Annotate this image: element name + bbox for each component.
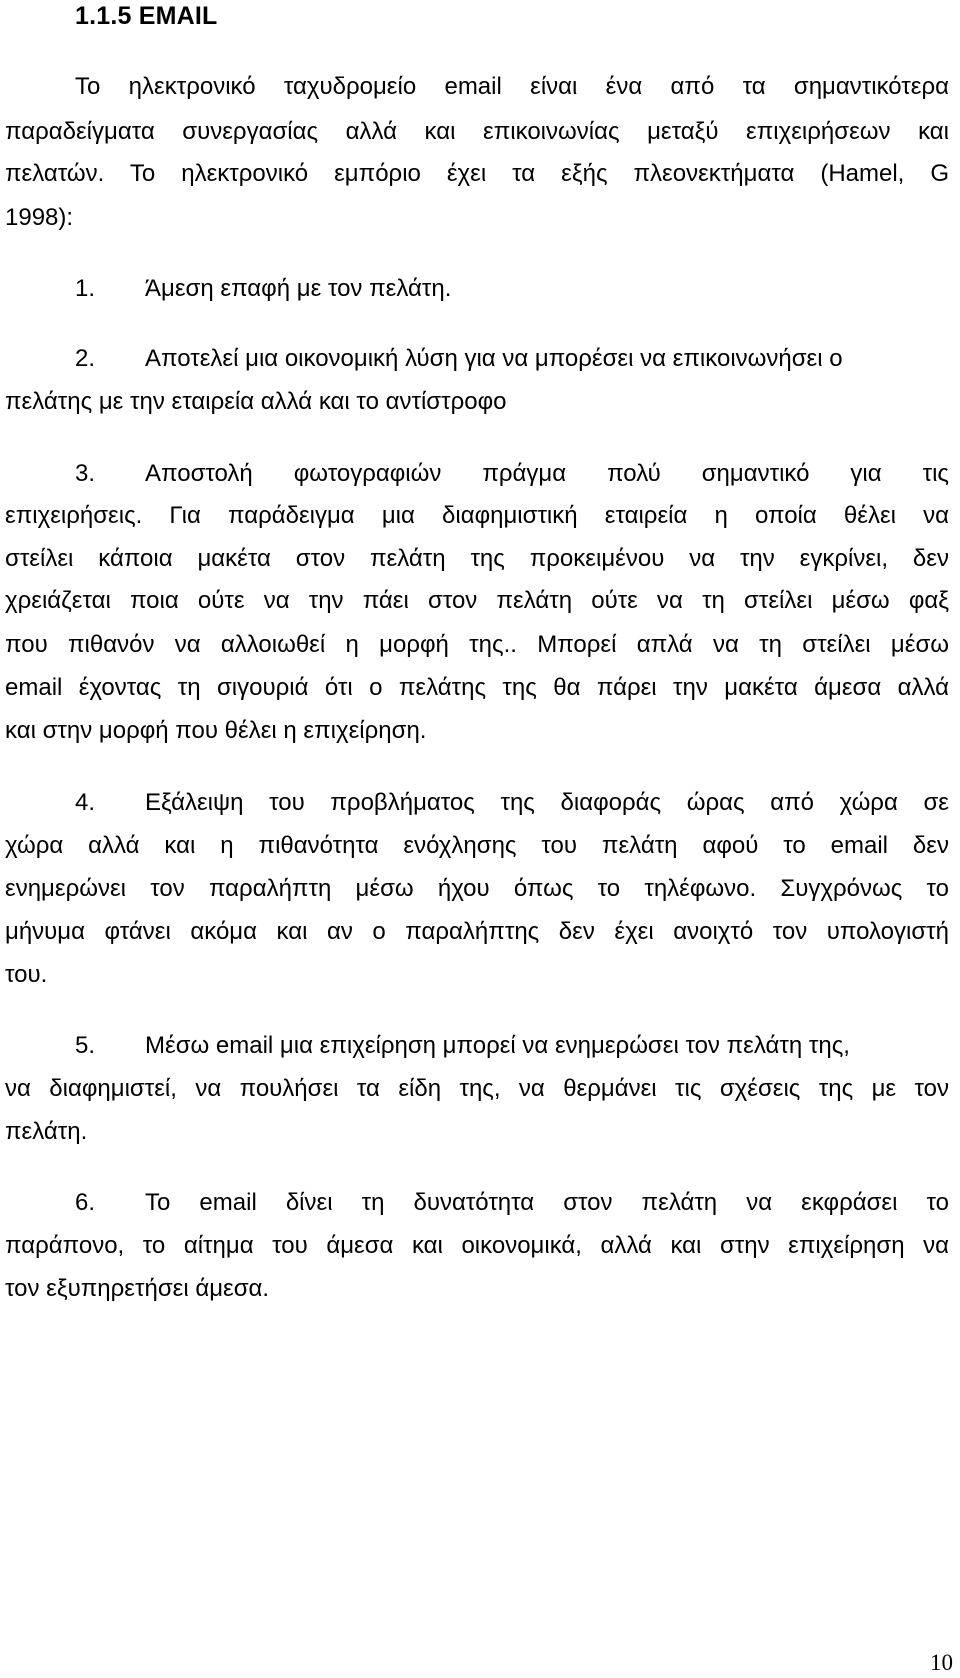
- list-item-number: 1.: [75, 275, 96, 302]
- list-item-3-line-2: επιχειρήσεις. Για παράδειγμα μια διαφημιστική εταιρεία η οποία θέλει να: [5, 502, 949, 529]
- list-item-6-line-3: τον εξυπηρετήσει άμεσα.: [5, 1275, 270, 1302]
- list-item-4-line-4: μήνυμα φτάνει ακόμα και αν ο παραλήπτης δεν έχει ανοιχτό τον υπολογιστή: [5, 918, 949, 945]
- list-item-4-line-3: ενημερώνει τον παραλήπτη μέσω ήχου όπως το τηλέφωνο. Συγχρόνως το: [5, 875, 949, 902]
- list-item-4-line-5: του.: [5, 961, 48, 988]
- intro-line-3: πελατών. Το ηλεκτρονικό εμπόριο έχει τα εξής πλεονεκτήματα (Hamel, G: [5, 160, 949, 187]
- list-item-number: 6.: [75, 1189, 96, 1216]
- intro-line-2: παραδείγματα συνεργασίας αλλά και επικοινωνίας μεταξύ επιχειρήσεων και: [5, 118, 949, 145]
- list-item-1: [75, 274, 949, 304]
- list-item-5-line-2: να διαφημιστεί, να πουλήσει τα είδη της, να θερμάνει τις σχέσεις της με τον: [5, 1075, 949, 1102]
- list-item-2-line-2: πελάτης με την εταιρεία αλλά και το αντίστροφο: [5, 388, 507, 415]
- list-item-text: Αποτελεί μια οικονομική λύση για να μπορέσει να επικοινωνήσει ο: [145, 345, 843, 372]
- list-item-text: Το email δίνει τη δυνατότητα στον πελάτη να εκφράσει το: [145, 1189, 949, 1216]
- list-item-4: [75, 788, 949, 818]
- list-item-3-line-7: και στην μορφή που θέλει η επιχείρηση.: [5, 717, 427, 744]
- list-item-4-line-2: χώρα αλλά και η πιθανότητα ενόχλησης του πελάτη αφού το email δεν: [5, 832, 949, 859]
- list-item-3: [75, 459, 949, 489]
- list-item-3-line-4: χρειάζεται ποια ούτε να την πάει στον πελάτη ούτε να τη στείλει μέσω φαξ: [5, 587, 949, 614]
- list-item-number: 3.: [75, 460, 96, 487]
- list-item-5: [75, 1031, 949, 1061]
- page-number: 10: [930, 1650, 953, 1675]
- list-item-text: Εξάλειψη του προβλήματος της διαφοράς ώρας από χώρα σε: [145, 789, 949, 816]
- list-item-number: 5.: [75, 1032, 96, 1059]
- list-item-number: 2.: [75, 345, 96, 372]
- list-item-6-line-2: παράπονο, το αίτημα του άμεσα και οικονομικά, αλλά και στην επιχείρηση να: [5, 1232, 949, 1259]
- list-item-5-line-3: πελάτη.: [5, 1118, 88, 1145]
- list-item-number: 4.: [75, 789, 96, 816]
- list-item-text: Αποστολή φωτογραφιών πράγμα πολύ σημαντικό για τις: [145, 460, 949, 487]
- list-item-3-line-6: email έχοντας τη σιγουριά ότι ο πελάτης της θα πάρει την μακέτα άμεσα αλλά: [5, 674, 949, 701]
- intro-line-1: Το ηλεκτρονικό ταχυδρομείο email είναι ένα από τα σημαντικότερα: [75, 73, 949, 100]
- list-item-3-line-3: στείλει κάποια μακέτα στον πελάτη της προκειμένου να την εγκρίνει, δεν: [5, 545, 949, 572]
- list-item-2: [75, 344, 949, 374]
- list-item-text: Άμεση επαφή με τον πελάτη.: [145, 275, 452, 302]
- intro-line-4: 1998):: [5, 204, 74, 231]
- list-item-6: [75, 1188, 949, 1218]
- list-item-3-line-5: που πιθανόν να αλλοιωθεί η μορφή της.. Μπορεί απλά να τη στείλει μέσω: [5, 631, 949, 658]
- section-heading: 1.1.5 EMAIL: [75, 2, 218, 30]
- list-item-text: Μέσω email μια επιχείρηση μπορεί να ενημερώσει τον πελάτη της,: [145, 1032, 850, 1059]
